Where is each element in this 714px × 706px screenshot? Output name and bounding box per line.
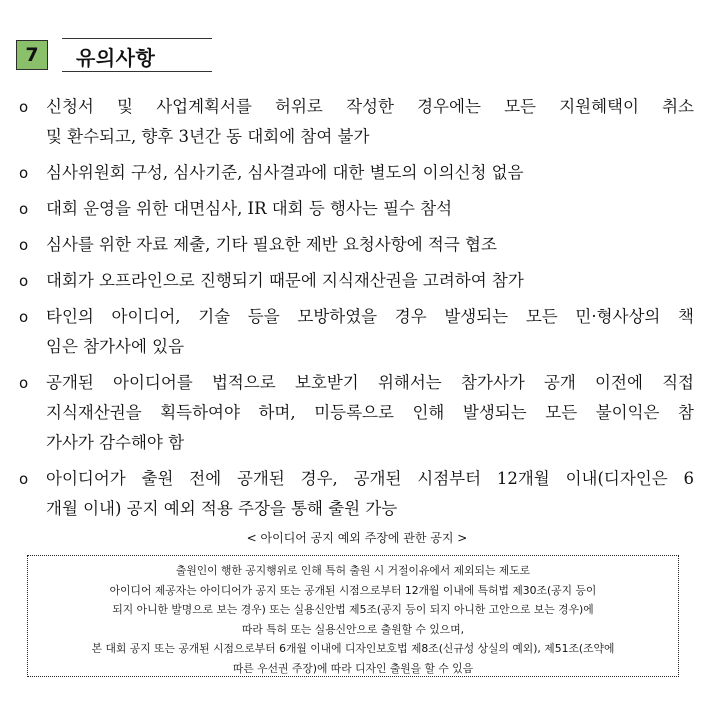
notice-line: 및 환수되고, 향후 3년간 동 대회에 참여 불가	[46, 127, 370, 146]
bullet-icon: o	[19, 236, 29, 254]
bullet-icon: o	[19, 200, 29, 218]
notice-item	[14, 302, 694, 362]
box-line: 따라 특허 또는 실용신안으로 출원할 수 있으며,	[241, 622, 465, 636]
notice-item	[14, 158, 694, 188]
notice-line: 대회가 오프라인으로 진행되기 때문에 지식재산권을 고려하여 참가	[46, 271, 524, 290]
notice-text	[46, 464, 694, 524]
notice-line: 신청서 및 사업계획서를 허위로 작성한 경우에는 모든 지원혜택이 취소	[46, 97, 694, 116]
bullet-icon: o	[19, 98, 29, 116]
box-line: 아이디어 제공자는 아이디어가 공지 또는 공개된 시점으로부터 12개월 이내에 특허법 제30조(공지 등이	[109, 583, 597, 597]
notice-line: 공개된 아이디어를 법적으로 보호받기 위해서는 참가사가 공개 이전에 직접	[46, 373, 694, 392]
notice-line: 심사위원회 구성, 심사기준, 심사결과에 대한 별도의 이의신청 없음	[46, 163, 524, 182]
notice-text	[46, 194, 694, 224]
notice-item	[14, 230, 694, 260]
notice-line: 아이디어가 출원 전에 공개된 경우, 공개된 시점부터 12개월 이내(디자인은 6	[46, 469, 694, 488]
notice-item	[14, 266, 694, 296]
box-line: 출원인이 행한 공지행위로 인해 특허 출원 시 거절이유에서 제외되는 제도로	[175, 564, 531, 577]
notice-item	[14, 194, 694, 224]
notice-text	[46, 92, 694, 152]
notice-line: 심사를 위한 자료 제출, 기타 필요한 제반 요청사항에 적극 협조	[46, 235, 497, 254]
bullet-icon: o	[19, 470, 29, 488]
notice-line: 지식재산권을 획득하여야 하며, 미등록으로 인해 발생되는 모든 불이익은 참	[46, 403, 694, 422]
notice-list	[14, 92, 694, 530]
box-caption: < 아이디어 공지 예외 주장에 관한 공지 >	[246, 531, 468, 545]
notice-text	[46, 158, 694, 188]
notice-line: 임은 참가사에 있음	[46, 337, 185, 356]
bullet-icon: o	[19, 374, 29, 392]
notice-line: 가사가 감수해야 함	[46, 433, 185, 452]
notice-item	[14, 368, 694, 458]
notice-text	[46, 368, 694, 458]
section-header	[16, 38, 212, 74]
notice-item	[14, 464, 694, 524]
box-line: 본 대회 공지 또는 공개된 시점으로부터 6개월 이내에 디자인보호법 제8조(신규성 상실의 예외), 제51조(조약에	[91, 642, 615, 655]
notice-item	[14, 92, 694, 152]
section-title-frame	[62, 38, 212, 72]
box-line: 따른 우선권 주장)에 따라 디자인 출원을 할 수 있음	[232, 661, 474, 675]
section-number: 7	[16, 40, 48, 70]
notice-text	[46, 302, 694, 362]
notice-text	[46, 230, 694, 260]
notice-box	[27, 555, 679, 677]
notice-line: 타인의 아이디어, 기술 등을 모방하였을 경우 발생되는 모든 민·형사상의 책	[46, 307, 694, 326]
bullet-icon: o	[19, 164, 29, 182]
bullet-icon: o	[19, 272, 29, 290]
notice-text	[46, 266, 694, 296]
bullet-icon: o	[19, 308, 29, 326]
section-title: 유의사항	[76, 46, 156, 70]
notice-line: 개월 이내) 공지 예외 적용 주장을 통해 출원 가능	[46, 499, 398, 518]
box-line: 되지 아니한 발명으로 보는 경우) 또는 실용신안법 제5조(공지 등이 되지 아니한 고안으로 보는 경우)에	[112, 603, 594, 616]
notice-line: 대회 운영을 위한 대면심사, IR 대회 등 행사는 필수 참석	[46, 199, 453, 218]
